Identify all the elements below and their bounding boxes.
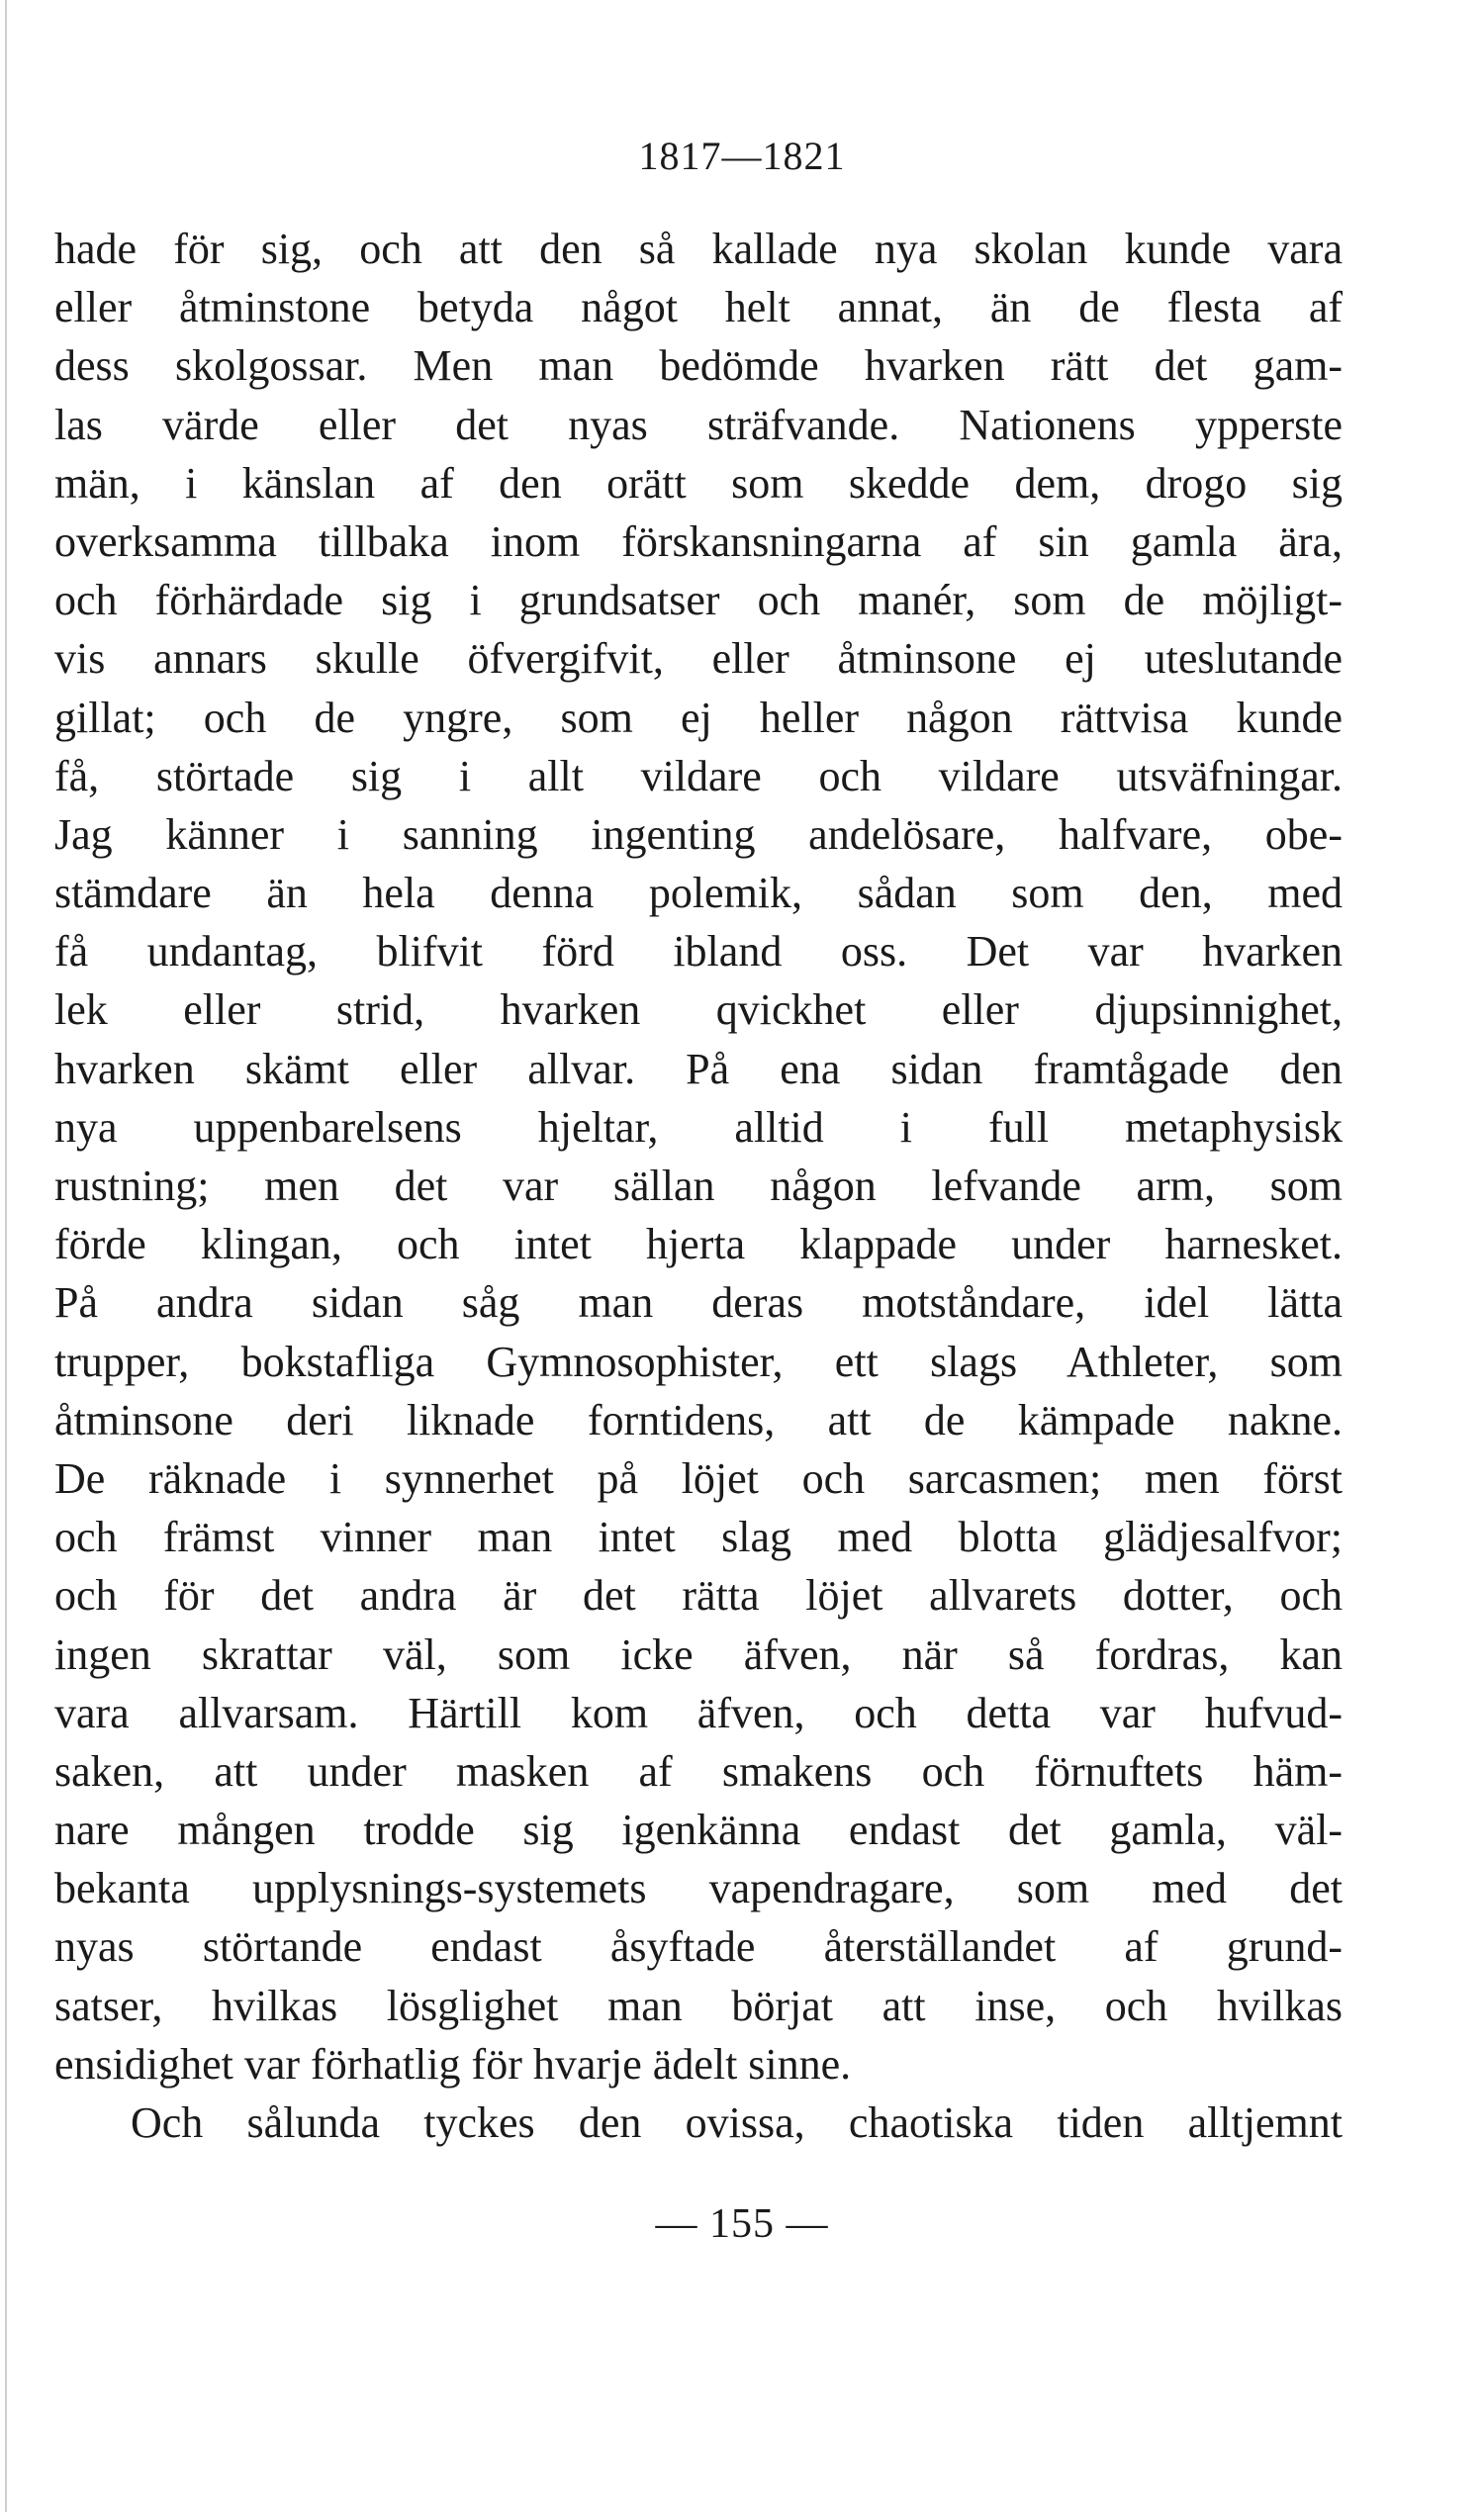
text-line: gillat; och de yngre, som ej heller någon rättvisa kunde: [54, 693, 1343, 742]
text-line: dess skolgossar. Men man bedömde hvarken rätt det gam-: [54, 341, 1343, 391]
page-edge: [5, 0, 7, 2512]
text-line-paragraph-start: Och sålunda tyckes den ovissa, chaotiska tiden alltjemnt: [131, 2098, 1343, 2147]
text-line: förde klingan, och intet hjerta klappade under harnesket.: [54, 1220, 1343, 1269]
text-line: las värde eller det nyas sträfvande. Nationens ypperste: [54, 400, 1343, 449]
text-line: åtminsone deri liknade forntidens, att de kämpade nakne.: [54, 1395, 1343, 1444]
text-line: män, i känslan af den orätt som skedde dem, drogo sig: [54, 458, 1343, 508]
text-line: få undantag, blifvit förd ibland oss. Det var hvarken: [54, 927, 1343, 977]
text-line: bekanta upplysnings-systemets vapendragare, som med det: [54, 1864, 1343, 1913]
body-text: [54, 220, 1343, 2152]
text-line: satser, hvilkas lösglighet man börjat att inse, och hvilkas: [54, 1981, 1343, 2030]
text-line: Jag känner i sanning ingenting andelösare, halfvare, obe-: [54, 809, 1343, 859]
text-line: saken, att under masken af smakens och förnuftets häm-: [54, 1746, 1343, 1796]
text-line: lek eller strid, hvarken qvickhet eller djupsinnighet,: [54, 985, 1343, 1035]
text-line: trupper, bokstafliga Gymnosophister, ett slags Athleter, som: [54, 1337, 1343, 1386]
text-line: och för det andra är det rätta löjet allvarets dotter, och: [54, 1571, 1343, 1621]
running-head: 1817—1821: [638, 134, 846, 178]
text-line: hade för sig, och att den så kallade nya skolan kunde vara: [54, 225, 1343, 273]
text-line: hvarken skämt eller allvar. På ena sidan framtågade den: [54, 1044, 1343, 1093]
page-number: — 155 —: [655, 2201, 829, 2247]
text-line-paragraph-end: ensidighet var förhatlig för hvarje ädelt sinne.: [54, 2039, 852, 2089]
text-line: rustning; men det var sällan någon lefvande arm, som: [54, 1162, 1343, 1210]
text-line: På andra sidan såg man deras motståndare, idel lätta: [54, 1278, 1343, 1328]
text-line: och förhärdade sig i grundsatser och manér, som de möjligt-: [54, 576, 1343, 625]
text-line: overksamma tillbaka inom förskansningarna af sin gamla ära,: [54, 516, 1343, 566]
text-line: nare mången trodde sig igenkänna endast det gamla, väl-: [54, 1806, 1343, 1855]
text-line: vis annars skulle öfvergifvit, eller åtminsone ej uteslutande: [54, 634, 1343, 684]
text-line: nyas störtande endast åsyftade återställandet af grund-: [54, 1922, 1343, 1972]
text-line: nya uppenbarelsens hjeltar, alltid i full metaphysisk: [54, 1102, 1343, 1152]
text-line: få, störtade sig i allt vildare och vildare utsväfningar.: [54, 751, 1343, 800]
text-line: vara allvarsam. Härtill kom äfven, och detta var hufvud-: [54, 1688, 1343, 1737]
text-line: De räknade i synnerhet på löjet och sarcasmen; men först: [54, 1453, 1343, 1503]
text-line: eller åtminstone betyda något helt annat, än de flesta af: [54, 283, 1343, 332]
text-line: ingen skrattar väl, som icke äfven, när så fordras, kan: [54, 1629, 1343, 1679]
text-line: stämdare än hela denna polemik, sådan som den, med: [54, 869, 1343, 918]
text-line: och främst vinner man intet slag med blotta glädjesalfvor;: [54, 1513, 1343, 1562]
